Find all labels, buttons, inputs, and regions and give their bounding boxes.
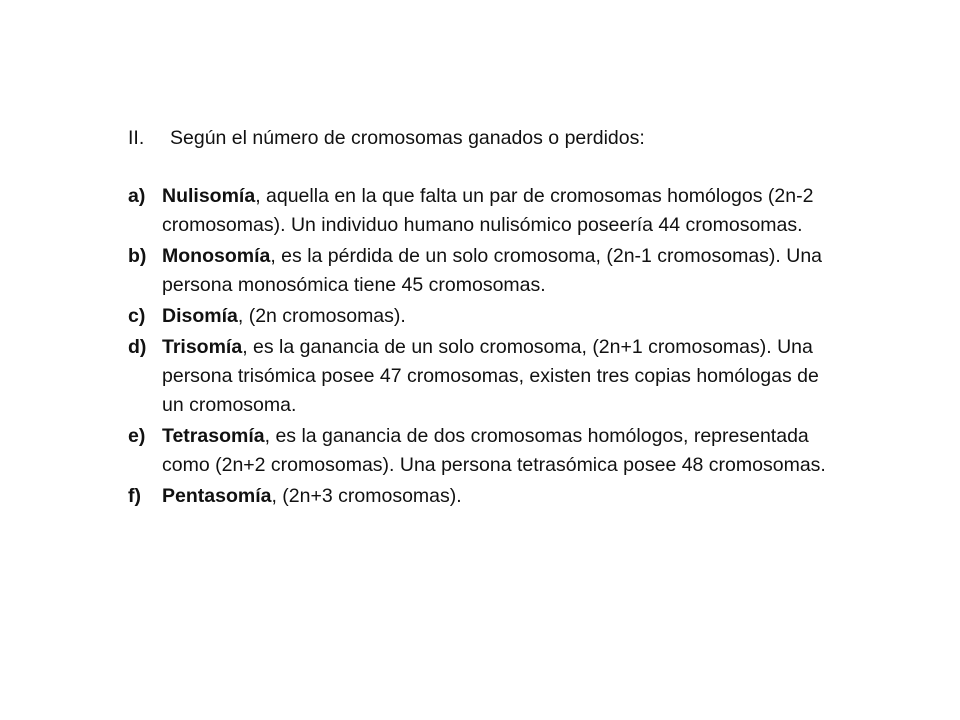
list-marker: b) — [128, 245, 147, 267]
list-item-pentasomia — [128, 482, 828, 511]
list-item-term: Monosomía — [162, 245, 271, 267]
list-item-term: Trisomía — [162, 336, 243, 358]
list-item-text: , (2n+3 cromosomas). — [271, 485, 462, 507]
list-item-tetrasomia — [128, 422, 828, 480]
slide-content — [128, 124, 828, 513]
list-item-body — [162, 182, 828, 240]
list-marker: a) — [128, 185, 146, 207]
list-item-body — [162, 482, 828, 511]
classification-list — [128, 182, 828, 511]
list-item-monosomia — [128, 242, 828, 300]
list-item-term: Disomía — [162, 305, 238, 327]
list-marker: f) — [128, 485, 141, 507]
list-item-disomia — [128, 302, 828, 331]
list-item-body — [162, 242, 828, 300]
list-marker: c) — [128, 305, 146, 327]
list-item-body — [162, 333, 828, 420]
list-item-text: , aquella en la que falta un par de cromosomas homólogos (2n-2 cromosomas). Un individuo humano nulisómico poseería 44 cromosomas. — [162, 185, 814, 236]
list-item-nulisomia — [128, 182, 828, 240]
list-marker: e) — [128, 425, 146, 447]
list-item-text: , es la ganancia de dos cromosomas homólogos, representada como (2n+2 cromosomas). Una persona tetrasómica posee 48 cromosomas. — [162, 425, 826, 476]
section-heading — [128, 124, 828, 153]
list-item-text: , es la pérdida de un solo cromosoma, (2n-1 cromosomas). Una persona monosómica tiene 45 cromosomas. — [162, 245, 823, 296]
list-item-body — [162, 302, 828, 331]
list-item-text: , (2n cromosomas). — [237, 305, 406, 327]
list-item-term: Nulisomía — [162, 185, 256, 207]
list-item-text: , es la ganancia de un solo cromosoma, (2n+1 cromosomas). Una persona trisómica posee 47 cromosomas, existen tres copias homólogas de un cromosoma. — [162, 336, 819, 416]
list-item-body — [162, 422, 828, 480]
section-number: II. — [128, 127, 145, 149]
list-item-term: Tetrasomía — [162, 425, 265, 447]
list-marker: d) — [128, 336, 147, 358]
list-item-term: Pentasomía — [162, 485, 272, 507]
section-title: Según el número de cromosomas ganados o perdidos: — [170, 127, 645, 149]
list-item-trisomia — [128, 333, 828, 420]
